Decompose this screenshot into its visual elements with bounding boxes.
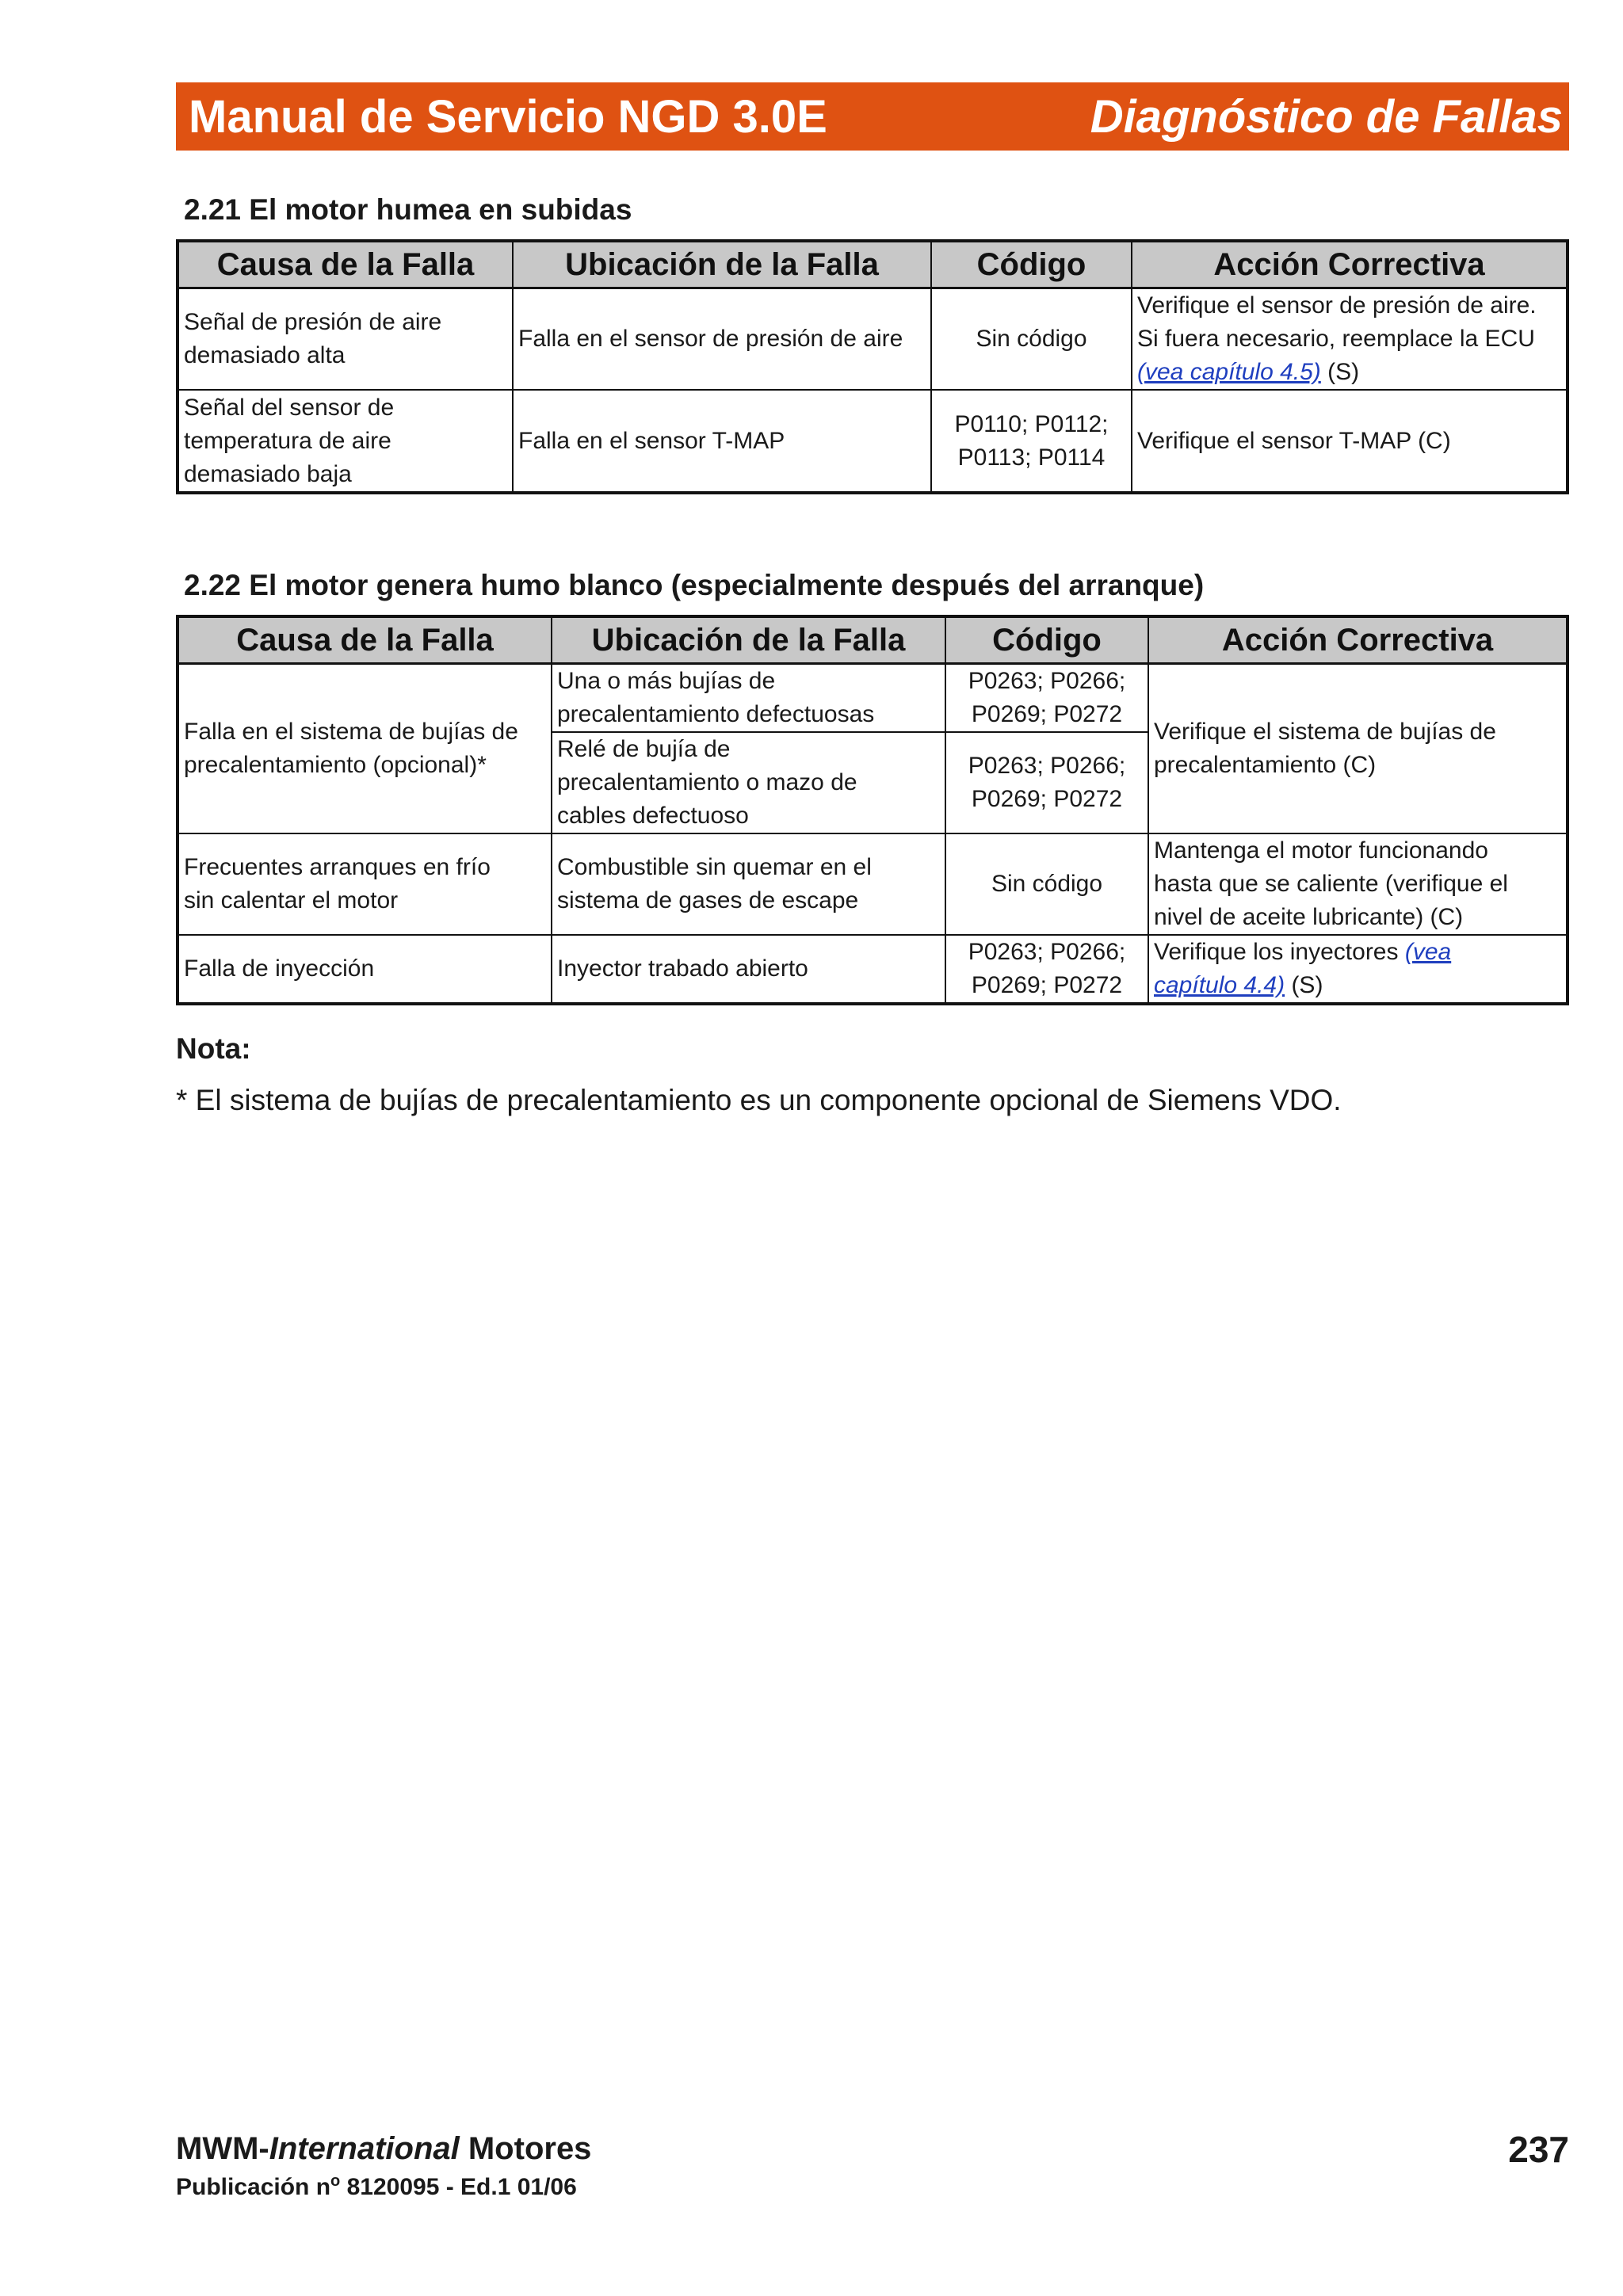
code-cell [945, 664, 1148, 733]
cause-cell [178, 833, 552, 935]
cause-line: Frecuentes arranques en frío [184, 854, 491, 880]
action-line: hasta que se caliente (verifique el [1154, 871, 1508, 897]
action-line [1154, 936, 1561, 969]
pub-sup: o [330, 2172, 341, 2190]
table-row [178, 664, 1568, 733]
col-header-location: Ubicación de la Falla [552, 616, 945, 664]
table-row [178, 833, 1568, 935]
action-suffix: (S) [1285, 972, 1323, 998]
chapter-4-4-link[interactable]: (vea [1404, 939, 1452, 965]
location-cell: Inyector trabado abierto [552, 935, 945, 1004]
action-line: Si fuera necesario, reemplace la ECU [1137, 326, 1535, 352]
location-cell [552, 664, 945, 733]
cause-cell: Falla de inyección [178, 935, 552, 1004]
location-line: precalentamiento defectuosas [557, 701, 875, 727]
code-line: P0263; P0266; [968, 668, 1126, 694]
code-cell [945, 935, 1148, 1004]
brand-italic: International [269, 2131, 460, 2166]
chapter-title: Diagnóstico de Fallas [1090, 90, 1563, 143]
location-cell: Falla en el sensor T-MAP [513, 390, 931, 493]
note-text: * El sistema de bujías de precalentamiento es un componente opcional de Siemens VDO. [176, 1084, 1342, 1116]
cause-line: demasiado baja [184, 460, 352, 487]
location-line: precalentamiento o mazo de [557, 769, 857, 795]
location-cell [552, 732, 945, 833]
action-cell [1132, 288, 1568, 391]
chapter-4-5-link[interactable]: (vea capítulo 4.5) [1137, 359, 1321, 385]
action-suffix: (S) [1320, 359, 1360, 385]
cause-cell [178, 288, 513, 391]
pub-suffix: 8120095 - Ed.1 01/06 [340, 2174, 577, 2200]
action-line [1154, 969, 1561, 1002]
location-line: sistema de gases de escape [557, 887, 859, 913]
action-cell [1148, 664, 1568, 834]
code-line: P0113; P0114 [957, 444, 1106, 471]
cause-line: temperatura de aire [184, 427, 391, 454]
location-cell: Falla en el sensor de presión de aire [513, 288, 931, 391]
action-cell [1148, 935, 1568, 1004]
col-header-code: Código [931, 241, 1132, 288]
code-cell [931, 390, 1132, 493]
location-line: Relé de bujía de [557, 736, 731, 762]
publication-info [176, 2172, 577, 2201]
cause-line: Señal de presión de aire [184, 309, 442, 335]
cause-line: precalentamiento (opcional)* [184, 752, 487, 778]
table-header-row [178, 616, 1568, 664]
table-row [178, 935, 1568, 1004]
page-number: 237 [1508, 2129, 1569, 2170]
action-line: Verifique el sensor de presión de aire. [1137, 292, 1537, 318]
col-header-action: Acción Correctiva [1148, 616, 1568, 664]
manual-title: Manual de Servicio NGD 3.0E [189, 90, 827, 143]
col-header-cause: Causa de la Falla [178, 616, 552, 664]
table-row [178, 288, 1568, 391]
code-line: P0269; P0272 [971, 701, 1123, 727]
code-line: P0110; P0112; [954, 410, 1109, 437]
action-cell [1148, 833, 1568, 935]
col-header-code: Código [945, 616, 1148, 664]
chapter-4-4-link-cont[interactable]: capítulo 4.4) [1154, 972, 1285, 998]
pub-prefix: Publicación n [176, 2174, 331, 2200]
cause-line: Falla en el sistema de bujías de [184, 719, 518, 745]
footer-brand [176, 2131, 591, 2167]
col-header-action: Acción Correctiva [1132, 241, 1568, 288]
fault-table-221 [176, 239, 1569, 494]
cause-line: demasiado alta [184, 342, 346, 368]
action-line: precalentamiento (C) [1154, 752, 1377, 778]
section-221-title: 2.21 El motor humea en subidas [184, 193, 632, 226]
cause-cell [178, 390, 513, 493]
header-bar [176, 82, 1569, 151]
fault-table-222 [176, 615, 1569, 1005]
col-header-location: Ubicación de la Falla [513, 241, 931, 288]
location-line: cables defectuoso [557, 803, 749, 829]
code-cell [945, 732, 1148, 833]
code-cell: Sin código [931, 288, 1132, 391]
location-line: Una o más bujías de [557, 668, 776, 694]
action-line: Verifique el sistema de bujías de [1154, 719, 1496, 745]
location-cell [552, 833, 945, 935]
cause-cell [178, 664, 552, 834]
action-line: Mantenga el motor funcionando [1154, 837, 1488, 864]
table-header-row [178, 241, 1568, 288]
brand-prefix: MWM- [176, 2131, 269, 2166]
code-cell: Sin código [945, 833, 1148, 935]
location-line: Combustible sin quemar en el [557, 854, 872, 880]
brand-suffix: Motores [459, 2131, 592, 2166]
table-row [178, 390, 1568, 493]
code-line: P0269; P0272 [971, 972, 1123, 998]
note-label: Nota: [176, 1032, 251, 1065]
cause-line: Señal del sensor de [184, 394, 395, 421]
action-cell: Verifique el sensor T-MAP (C) [1132, 390, 1568, 493]
code-line: P0269; P0272 [971, 786, 1123, 812]
cause-line: sin calentar el motor [184, 887, 399, 913]
section-222-title: 2.22 El motor genera humo blanco (especialmente después del arranque) [184, 569, 1205, 601]
code-line: P0263; P0266; [968, 753, 1126, 779]
code-line: P0263; P0266; [968, 939, 1126, 965]
action-line [1137, 356, 1561, 389]
action-line: nivel de aceite lubricante) (C) [1154, 904, 1464, 930]
col-header-cause: Causa de la Falla [178, 241, 513, 288]
action-prefix: Verifique los inyectores [1154, 939, 1405, 965]
